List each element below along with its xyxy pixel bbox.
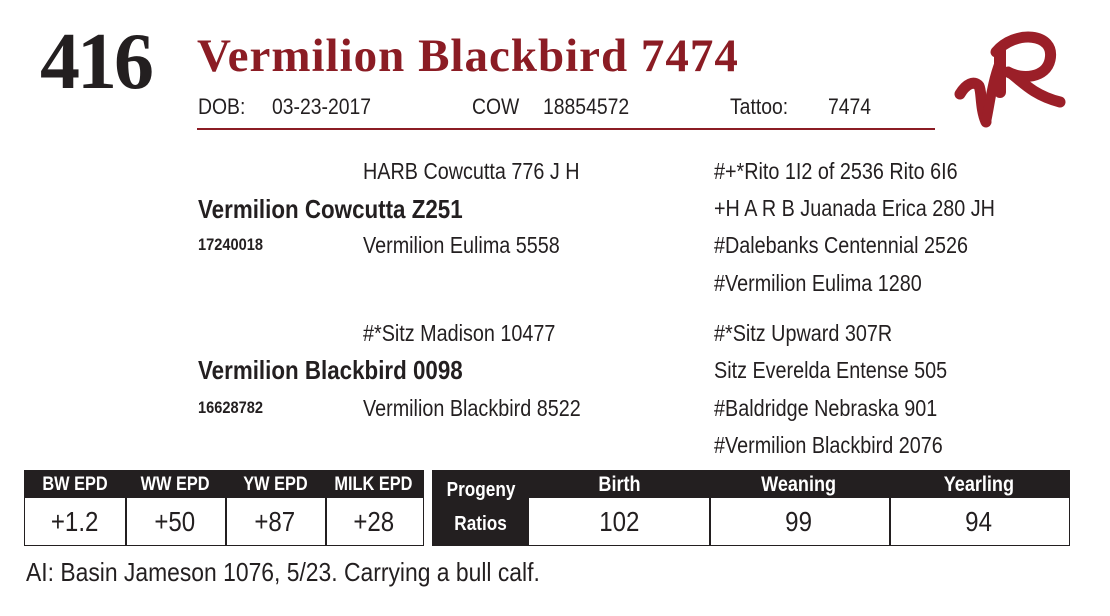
dam-sire: #*Sitz Madison 10477 (363, 320, 556, 346)
epd-header: MILK EPD (334, 474, 413, 495)
epd-header: YW EPD (242, 474, 308, 495)
epd-column-ww (125, 471, 225, 545)
dam-dam: Vermilion Blackbird 8522 (363, 395, 581, 421)
ratio-value-birth: 102 (598, 506, 640, 537)
ratio-value-weaning: 99 (785, 506, 813, 537)
epd-value: +1.2 (51, 506, 99, 537)
sire-sire-sire: #+*Rito 1I2 of 2536 Rito 6I6 (714, 158, 958, 184)
epd-column-bw (25, 471, 125, 545)
sire-dam-dam: #Vermilion Eulima 1280 (714, 270, 922, 296)
ratio-divider (709, 498, 711, 545)
epd-value: +28 (353, 506, 394, 537)
dam-dam-dam: #Vermilion Blackbird 2076 (714, 432, 943, 458)
registration-label: COW (472, 94, 520, 119)
vr-brand-logo-icon (952, 22, 1070, 140)
sire-dam: Vermilion Eulima 5558 (363, 232, 560, 258)
ratio-divider (889, 498, 891, 545)
progeny-label: Progeny (446, 479, 516, 501)
progeny-ratios-table (432, 470, 1070, 546)
ratio-header-birth: Birth (597, 473, 641, 496)
lot-number: 416 (40, 18, 151, 106)
sire-name: Vermilion Cowcutta Z251 (198, 194, 463, 224)
epd-value: +50 (154, 506, 196, 537)
epd-header: BW EPD (42, 474, 108, 495)
dob-label: DOB: (198, 94, 246, 119)
ai-note: AI: Basin Jameson 1076, 5/23. Carrying a bull calf. (26, 557, 540, 587)
ratio-header-weaning: Weaning (761, 473, 837, 496)
registration-number: 18854572 (543, 94, 630, 119)
dam-registration: 16628782 (198, 398, 264, 417)
sire-dam-sire: #Dalebanks Centennial 2526 (714, 232, 969, 258)
sire-registration: 17240018 (198, 235, 264, 254)
epd-column-yw (225, 471, 325, 545)
sire-sire-dam: +H A R B Juanada Erica 280 JH (714, 195, 995, 221)
epd-header: WW EPD (140, 474, 210, 495)
ratios-label: Ratios (454, 513, 508, 535)
dam-sire-dam: Sitz Everelda Entense 505 (714, 357, 948, 383)
dam-sire-sire: #*Sitz Upward 307R (714, 320, 893, 346)
header-divider (197, 128, 935, 130)
epd-divider (225, 498, 227, 545)
sire-sire: HARB Cowcutta 776 J H (363, 158, 580, 184)
dam-dam-sire: #Baldridge Nebraska 901 (714, 395, 938, 421)
ratio-value-yearling: 94 (965, 506, 992, 537)
epd-value: +87 (254, 506, 296, 537)
dob-value: 03-23-2017 (272, 94, 372, 119)
epd-table (24, 470, 424, 546)
dam-name: Vermilion Blackbird 0098 (198, 355, 463, 385)
tattoo-label: Tattoo: (730, 94, 789, 119)
tattoo-value: 7474 (828, 94, 872, 119)
animal-name: Vermilion Blackbird 7474 (197, 30, 739, 82)
ratio-header-yearling: Yearling (943, 473, 1014, 496)
epd-column-milk (325, 471, 422, 545)
epd-divider (125, 498, 127, 545)
progeny-ratios-label (433, 471, 529, 545)
epd-divider (325, 498, 327, 545)
